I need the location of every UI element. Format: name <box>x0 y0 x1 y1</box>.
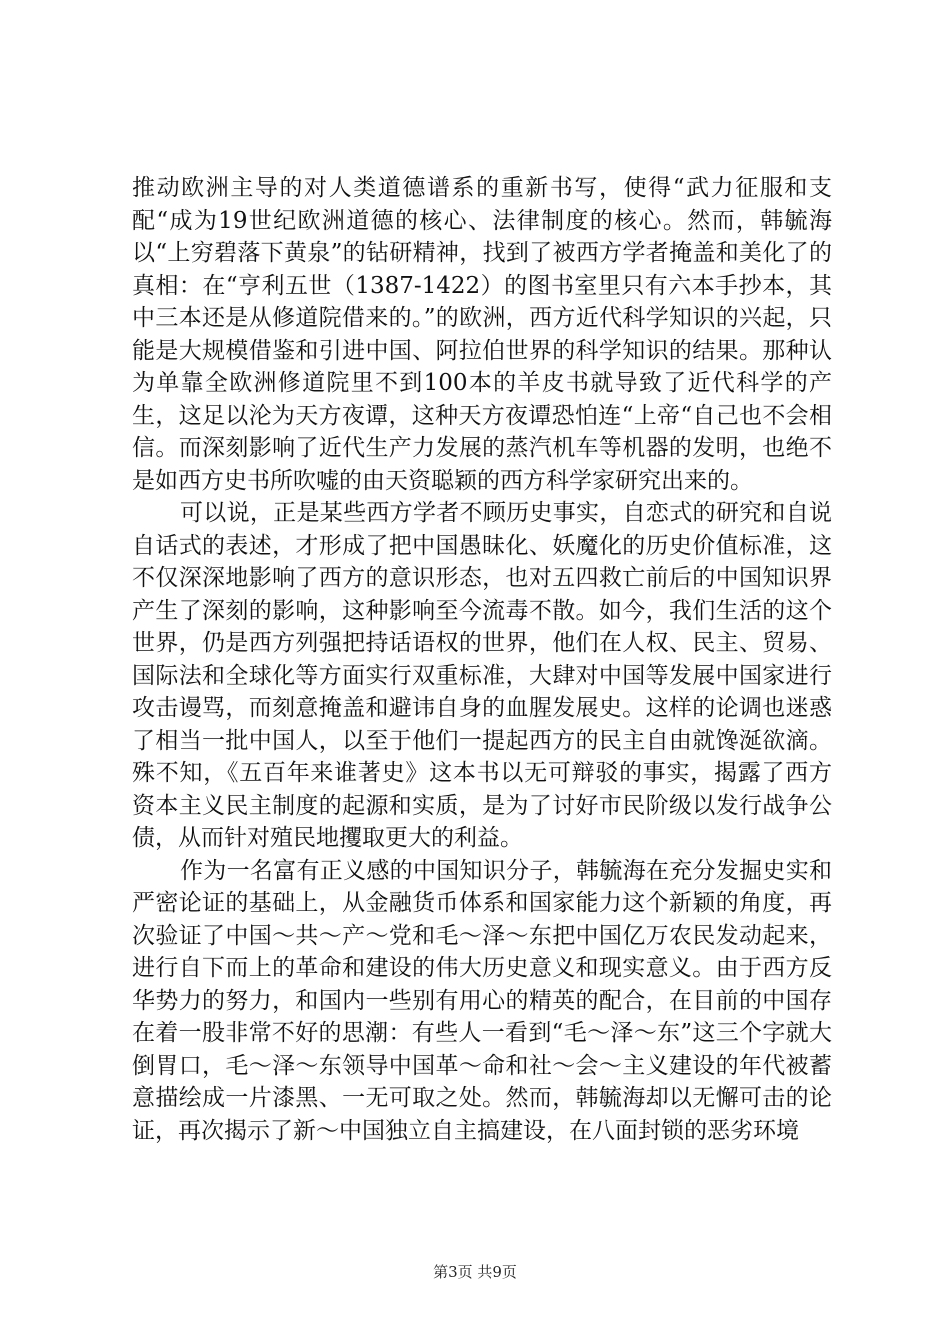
paragraph-3: 作为一名富有正义感的中国知识分子，韩毓海在充分发掘史实和严密论证的基础上，从金融货币体系和国家能力这个新颖的角度，再次验证了中国～共～产～党和毛～泽～东把中国亿万农民发动起来，进行自下而上的革命和建设的伟大历史意义和现实意义。由于西方反华势力的努力，和国内一些别有用心的精英的配合，在目前的中国存在着一股非常不好的思潮：有些人一看到“毛～泽～东”这三个字就大倒胃口，毛～泽～东领导中国革～命和社～会～主义建设的年代被蓄意描绘成一片漆黑、一无可取之处。然而，韩毓海却以无懈可击的论证，再次揭示了新～中国独立自主搞建设，在八面封锁的恶劣环境 <box>132 857 832 1144</box>
document-body <box>132 172 832 1147</box>
paragraph-1: 推动欧洲主导的对人类道德谱系的重新书写，使得“武力征服和支配“成为19世纪欧洲道德的核心、法律制度的核心。然而，韩毓海以“上穷碧落下黄泉”的钻研精神，找到了被西方学者掩盖和美化了的真相：在“亨利五世（1387-1422）的图书室里只有六本手抄本，其中三本还是从修道院借来的。”的欧洲，西方近代科学知识的兴起，只能是大规模借鉴和引进中国、阿拉伯世界的科学知识的结果。那种认为单靠全欧洲修道院里不到100本的羊皮书就导致了近代科学的产生，这足以沦为天方夜谭，这种天方夜谭恐怕连“上帝“自己也不会相信。而深刻影响了近代生产力发展的蒸汽机车等机器的发明，也绝不是如西方史书所吹嘘的由天资聪颖的西方科学家研究出来的。 <box>132 175 832 494</box>
paragraph-2: 可以说，正是某些西方学者不顾历史事实，自恋式的研究和自说自话式的表述，才形成了把中国愚昧化、妖魔化的历史价值标准，这不仅深深地影响了西方的意识形态，也对五四救亡前后的中国知识界产生了深刻的影响，这种影响至今流毒不散。如今，我们生活的这个世界，仍是西方列强把持话语权的世界，他们在人权、民主、贸易、国际法和全球化等方面实行双重标准，大肆对中国等发展中国家进行攻击谩骂，而刻意掩盖和避讳自身的血腥发展史。这样的论调也迷惑了相当一批中国人，以至于他们一提起西方的民主自由就馋涎欲滴。殊不知，《五百年来谁著史》这本书以无可辩驳的事实，揭露了西方资本主义民主制度的起源和实质，是为了讨好市民阶级以发行战争公债，从而针对殖民地攫取更大的利益。 <box>132 500 832 851</box>
page-number-label: 第3页 共9页 <box>433 1263 517 1281</box>
page-footer <box>0 1262 950 1282</box>
